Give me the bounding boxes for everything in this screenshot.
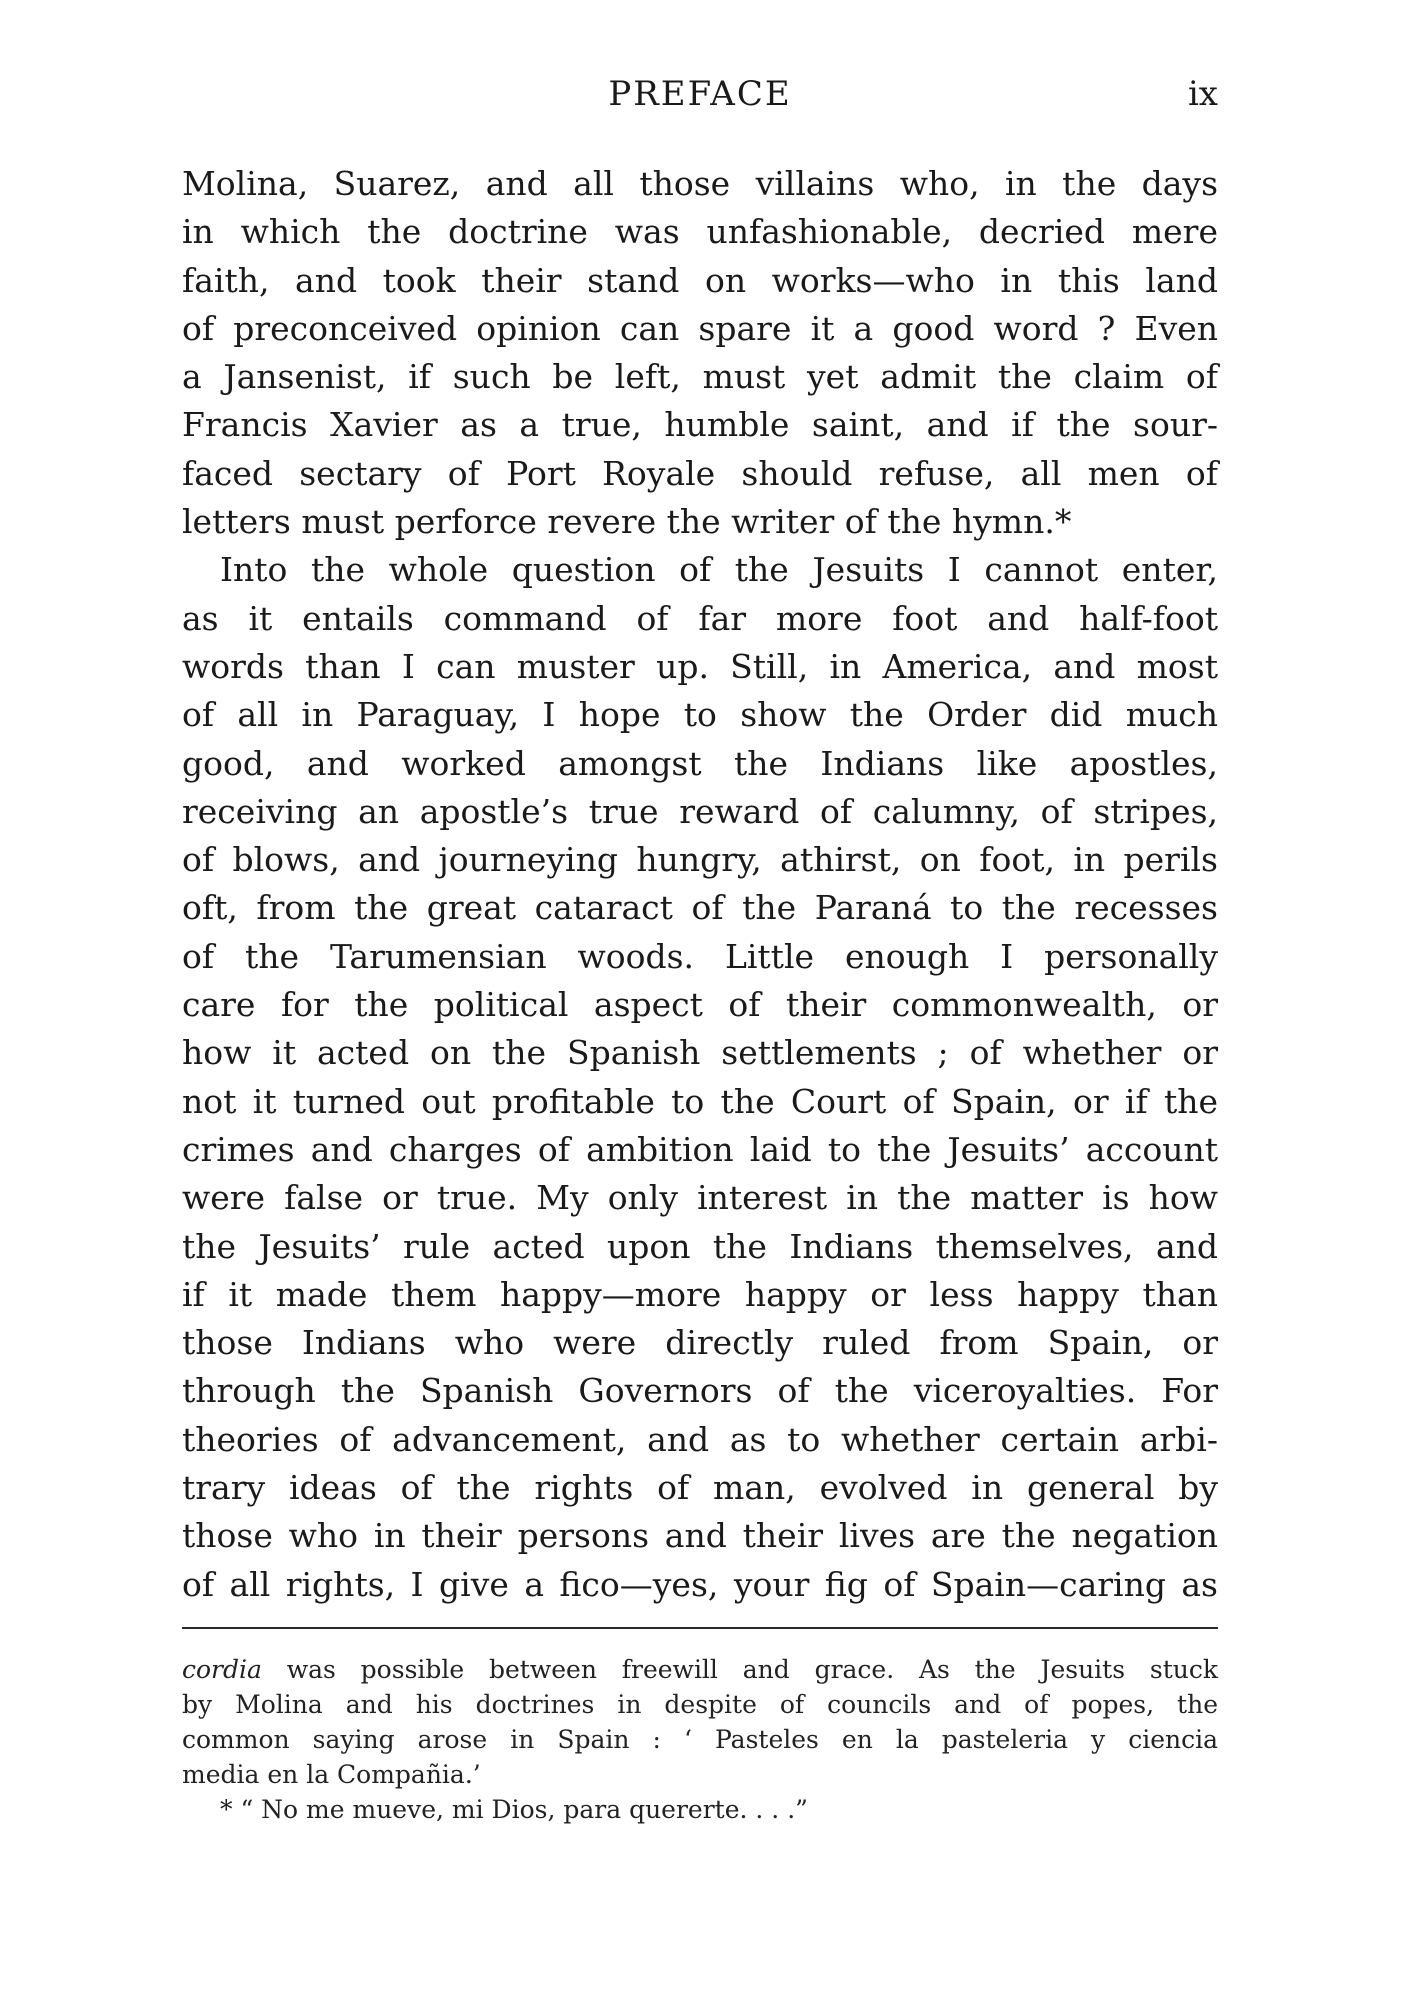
body-line: care for the political aspect of their commonwealth, or [182, 985, 1218, 1025]
footnotes [182, 1652, 1218, 1827]
body-text [182, 160, 1218, 1609]
footnote-hymn-quote: * “ No me mueve, mi Dios, para quererte. . . .” [220, 1795, 808, 1824]
body-line: Molina, Suarez, and all those villains who, in the days [182, 164, 1218, 203]
page-number: ix [1187, 74, 1218, 114]
body-line: oft, from the great cataract of the Paraná to the recesses [182, 888, 1218, 928]
body-line: of the Tarumensian woods. Little enough I personally [182, 936, 1218, 976]
body-line: as it entails command of far more foot and half-foot [182, 598, 1218, 638]
body-line: how it acted on the Spanish settlements ; of whether or [182, 1033, 1218, 1073]
body-line: through the Spanish Governors of the viceroyalties. For [182, 1371, 1218, 1411]
body-line: crimes and charges of ambition laid to the Jesuits’ account [182, 1129, 1218, 1169]
body-line: theories of advancement, and as to whether certain arbi- [182, 1419, 1218, 1459]
body-line: a Jansenist, if such be left, must yet admit the claim of [182, 357, 1218, 397]
body-line: if it made them happy—more happy or less happy than [182, 1274, 1218, 1314]
body-line: those who in their persons and their lives are the negation [182, 1516, 1218, 1556]
body-line: receiving an apostle’s true reward of calumny, of stripes, [182, 791, 1218, 831]
footnote-text: was possible between freewill and grace. As the Jesuits stuck [261, 1655, 1218, 1684]
body-line: Francis Xavier as a true, humble saint, and if the sour- [182, 405, 1218, 445]
body-line: of blows, and journeying hungry, athirst, on foot, in perils [182, 840, 1218, 880]
body-line: not it turned out profitable to the Court of Spain, or if the [182, 1081, 1218, 1121]
body-line: Into the whole question of the Jesuits I cannot enter, [220, 550, 1218, 590]
body-line: faced sectary of Port Royale should refuse, all men of [182, 453, 1218, 493]
body-line: words than I can muster up. Still, in America, and most [182, 646, 1218, 686]
body-line: of all rights, I give a fico—yes, your fig of Spain—caring as [182, 1564, 1218, 1604]
footnote-divider [182, 1627, 1218, 1629]
body-line: of preconceived opinion can spare it a good word ? Even [182, 308, 1218, 348]
footnote-line: media en la Compañia.’ [182, 1760, 481, 1789]
body-line: trary ideas of the rights of man, evolved in general by [182, 1468, 1218, 1508]
body-line: the Jesuits’ rule acted upon the Indians themselves, and [182, 1226, 1218, 1266]
body-line: good, and worked amongst the Indians like apostles, [182, 743, 1218, 783]
footnote-continued-word: cordia [182, 1655, 262, 1684]
page-header [182, 74, 1218, 128]
body-line: were false or true. My only interest in the matter is how [182, 1178, 1218, 1218]
body-line: letters must perforce revere the writer of the hymn.* [182, 502, 1072, 542]
body-line: of all in Paraguay, I hope to show the Order did much [182, 695, 1218, 735]
body-line: those Indians who were directly ruled from Spain, or [182, 1323, 1218, 1363]
footnote-line: by Molina and his doctrines in despite of councils and of popes, the [182, 1690, 1218, 1719]
running-title: PREFACE [608, 74, 792, 114]
footnote-line [182, 1652, 1218, 1687]
body-line: faith, and took their stand on works—who in this land [182, 260, 1218, 300]
footnote-line: common saying arose in Spain : ‘ Pasteles en la pasteleria y ciencia [182, 1725, 1218, 1754]
body-line: in which the doctrine was unfashionable, decried mere [182, 212, 1218, 252]
